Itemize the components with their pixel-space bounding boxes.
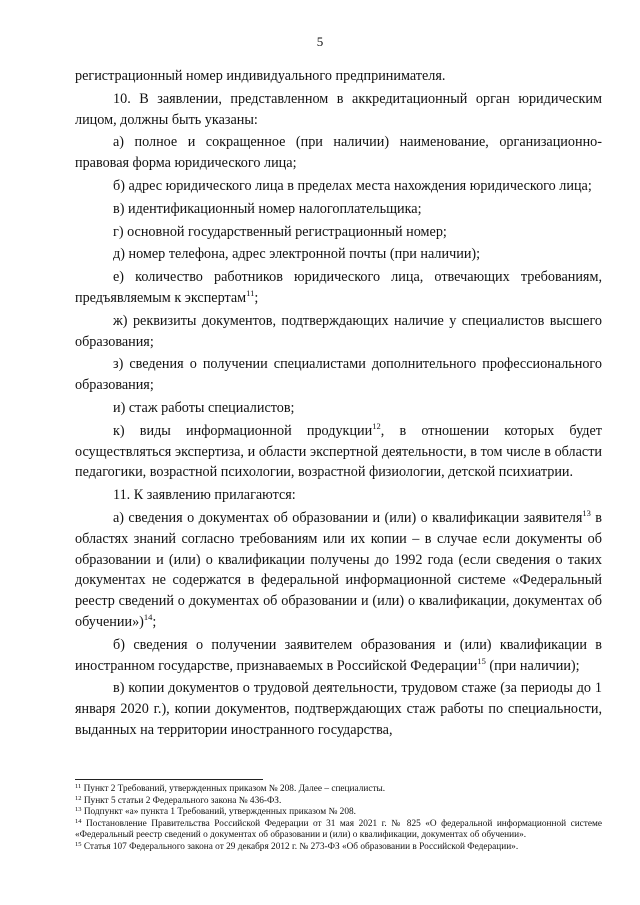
footnote-text: Постановление Правительства Российской Федерации от 31 мая 2021 г. № 825 «О федеральной информационной системе «Федеральный реестр сведений о документах об образовании и (или) о квалификации, документах об обучении». — [75, 818, 602, 840]
attach-item-b-tail: (при наличии); — [485, 657, 580, 674]
item-e — [75, 267, 602, 309]
footnote-number: 15 — [75, 840, 82, 848]
attach-item-a-middle: в областях знаний согласно требованиям или их копии – в случае если документы об образовании и (или) о квалификации получены до 1992 года (если сведения о таких документах не содержатся в федеральной информационной системе «Федеральный реестр сведений о документах об образовании и (или) о квалификации, документах об обучении») — [75, 509, 602, 630]
footnote-ref-14: 14 — [143, 611, 153, 622]
attach-item-v: в) копии документов о трудовой деятельности, трудовом стаже (за периоды до 1 января 2020 г.), копии документов, подтверждающих стаж работы по специальности, выданных на территории иностранного государства, — [75, 680, 602, 738]
clause-10: 10. В заявлении, представленном в аккредитационный орган юридическим лицом, должны быть указаны: — [75, 90, 602, 128]
footnote-number: 14 — [75, 817, 82, 825]
item-zh: ж) реквизиты документов, подтверждающих наличие у специалистов высшего образования; — [75, 312, 602, 350]
footnote-11 — [75, 784, 602, 796]
item-i: и) стаж работы специалистов; — [113, 399, 295, 416]
item-k-text: к) виды информационной продукции — [113, 422, 373, 439]
item-e-tail: ; — [254, 289, 259, 306]
item-b: б) адрес юридического лица в пределах места нахождения юридического лица; — [113, 177, 592, 194]
footnote-number: 12 — [75, 794, 82, 802]
attach-item-a-tail: ; — [152, 613, 157, 630]
item-k-tail: , в отношении которых будет осуществляться экспертиза, и области экспертной деятельности, в том числе в области педагогики, возрастной психологии, возрастной физиологии, детской психиатрии. — [75, 422, 602, 481]
footnote-ref-11: 11 — [246, 287, 255, 298]
attach-item-a-text: а) сведения о документах об образовании и (или) о квалификации заявителя — [113, 509, 583, 526]
footnote-ref-15: 15 — [477, 655, 486, 666]
footnote-15 — [75, 842, 602, 854]
footnote-text: Пункт 5 статьи 2 Федерального закона № 436-ФЗ. — [83, 795, 282, 806]
footnote-ref-12: 12 — [372, 420, 381, 431]
item-v: в) идентификационный номер налогоплательщика; — [113, 200, 422, 217]
item-k — [75, 421, 602, 483]
page-number: 5 — [316, 34, 324, 49]
footnote-12 — [75, 796, 602, 808]
clause-11: 11. К заявлению прилагаются: — [113, 487, 296, 504]
item-g: г) основной государственный регистрационный номер; — [113, 223, 447, 240]
attach-item-b — [75, 635, 602, 677]
paragraph-continuation: регистрационный номер индивидуального предпринимателя. — [75, 68, 446, 84]
footnote-divider — [75, 779, 263, 780]
document-body — [75, 66, 602, 741]
footnote-13 — [75, 807, 602, 819]
footnote-number: 13 — [75, 806, 82, 813]
footnote-text: Статья 107 Федерального закона от 29 декабря 2012 г. № 273-ФЗ «Об образовании в Российской Федерации». — [83, 841, 519, 852]
footnote-text: Пункт 2 Требований, утвержденных приказом № 208. Далее – специалисты. — [83, 784, 386, 794]
item-a: а) полное и сокращенное (при наличии) наименование, организационно-правовая форма юридического лица; — [75, 134, 602, 172]
footnote-14 — [75, 819, 602, 842]
footnote-text: Подпункт «а» пункта 1 Требований, утвержденных приказом № 208. — [83, 807, 356, 817]
item-d: д) номер телефона, адрес электронной почты (при наличии); — [113, 246, 481, 263]
item-e-text: е) количество работников юридического лица, отвечающих требованиям, предъявляемым к экспертам — [75, 269, 602, 306]
footnotes — [75, 784, 602, 853]
attach-item-a — [75, 508, 602, 633]
footnote-number: 11 — [75, 783, 82, 790]
item-z: з) сведения о получении специалистами дополнительного профессионального образования; — [75, 356, 602, 394]
footnote-ref-13: 13 — [582, 507, 591, 518]
attach-item-b-text: б) сведения о получении заявителем образования и (или) квалификации в иностранном государстве, признаваемых в Российской Федерации — [75, 636, 602, 674]
